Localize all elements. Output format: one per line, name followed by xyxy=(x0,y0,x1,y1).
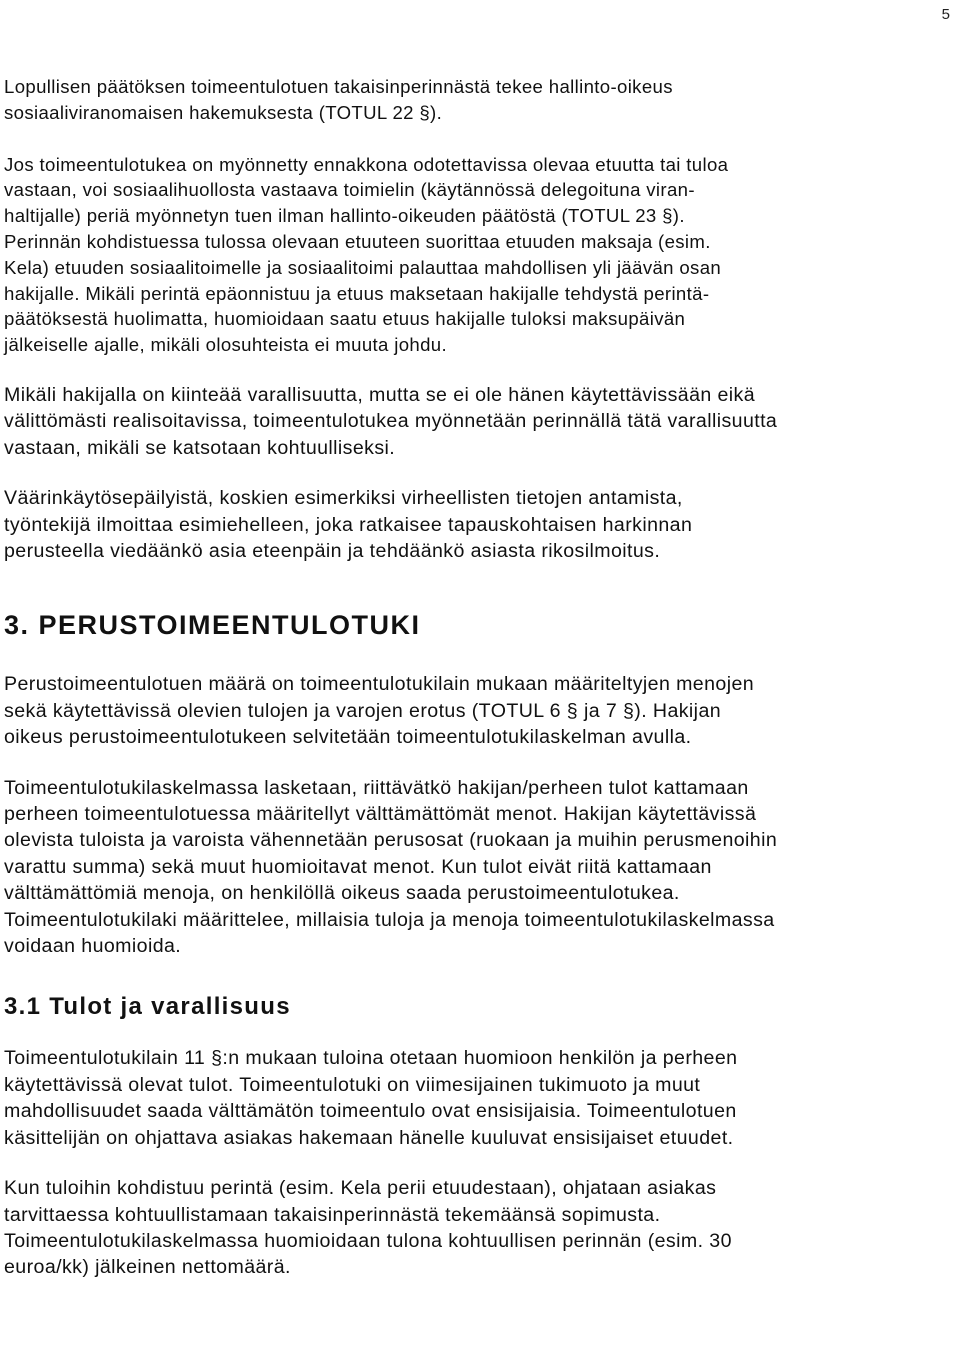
heading-section-3-1: 3.1 Tulot ja varallisuus xyxy=(4,993,291,1021)
document-body xyxy=(4,74,954,1281)
paragraph-fixed-assets: Mikäli hakijalla on kiinteää varallisuutta, mutta se ei ole hänen käytettävissään eikä välittömästi realisoitavissa, toimeentulotukea myönnetään perinnällä tätä varallisuutta vastaan, mikäli se katsotaan kohtuulliseksi. xyxy=(4,383,778,459)
paragraph-advance-recovery: Jos toimeentulotukea on myönnetty ennakkona odotettavissa olevaa etuutta tai tuloa vastaan, voi sosiaalihuollosta vastaava toimielin (käytännössä delegoituna viran- haltijalle) periä myönnetyn tuen ilman hallinto-oikeuden päätöstä (TOTUL 23 §). Perinnän kohdistuessa tulossa olevaan etuuteen suorittaa etuuden maksaja (esim. Kela) etuuden sosiaalitoimelle ja sosiaalitoimi palauttaa mahdollisen yli jäävän osan hakijalle. Mikäli perintä epäonnistuu ja etuus maksetaan hakijalle tehdystä perintä- päätöksestä huolimatta, huomioidaan saatu etuus hakijalle tuloksi maksupäivän jälkeiselle ajalle, mikäli olosuhteista ei muuta johdu. xyxy=(4,153,729,356)
paragraph-misuse-suspicion: Väärinkäytösepäilyistä, koskien esimerkiksi virheellisten tietojen antamista, työntekijä ilmoittaa esimiehelleen, joka ratkaisee tapauskohtaisen harkinnan perusteella viedäänkö asia eteenpäin ja tehdäänkö asiasta rikosilmoitus. xyxy=(4,487,693,562)
paragraph-support-calculation: Toimeentulotukilaskelmassa lasketaan, riittävätkö hakijan/perheen tulot kattamaan perheen toimeentulotuessa määritellyt välttämättömät menot. Hakijan käytettävissä olevista tuloista ja varoista vähennetään perusosat (ruokaan ja muihin perusmenoihin varattu summa) sekä muut huomioitavat menot. Kun tulot eivät riitä kattamaan välttämättömiä menoja, on henkilöllä oikeus saada perustoimeentulotukea. Toimeentulotukilaki määrittelee, millaisia tuloja ja menoja toimeentulotukilaskelmassa voidaan huomioida. xyxy=(4,776,778,958)
heading-section-3: 3. PERUSTOIMEENTULOTUKI xyxy=(4,610,421,641)
page-number: 5 xyxy=(941,6,950,23)
paragraph-basic-support-amount: Perustoimeentulotuen määrä on toimeentulotukilain mukaan määriteltyjen menojen sekä käytettävissä olevien tulojen ja varojen erotus (TOTUL 6 § ja 7 §). Hakijan oikeus perustoimeentulotukeen selvitetään toimeentulotukilaskelman avulla. xyxy=(4,673,755,749)
paragraph-income-considered: Toimeentulotukilain 11 §:n mukaan tuloina otetaan huomioon henkilön ja perheen käytettävissä olevat tulot. Toimeentulotuki on viimesijainen tukimuoto ja muut mahdollisuudet saada välttämätön toimeentulo ovat ensisijaisia. Toimeentulotuen käsittelijän on ohjattava asiakas hakemaan hänelle kuuluvat ensisijaiset etuudet. xyxy=(4,1047,738,1149)
paragraph-income-recovery: Kun tuloihin kohdistuu perintä (esim. Kela perii etuudestaan), ohjataan asiakas tarvittaessa kohtuullistamaan takaisinperinnästä tekemäänsä sopimusta. Toimeentulotukilaskelmassa huomioidaan tulona kohtuullisen perinnän (esim. 30 euroa/kk) jälkeinen nettomäärä. xyxy=(4,1177,732,1279)
paragraph-final-decision: Lopullisen päätöksen toimeentulotuen takaisinperinnästä tekee hallinto-oikeus sosiaaliviranomaisen hakemuksesta (TOTUL 22 §). xyxy=(4,76,673,123)
